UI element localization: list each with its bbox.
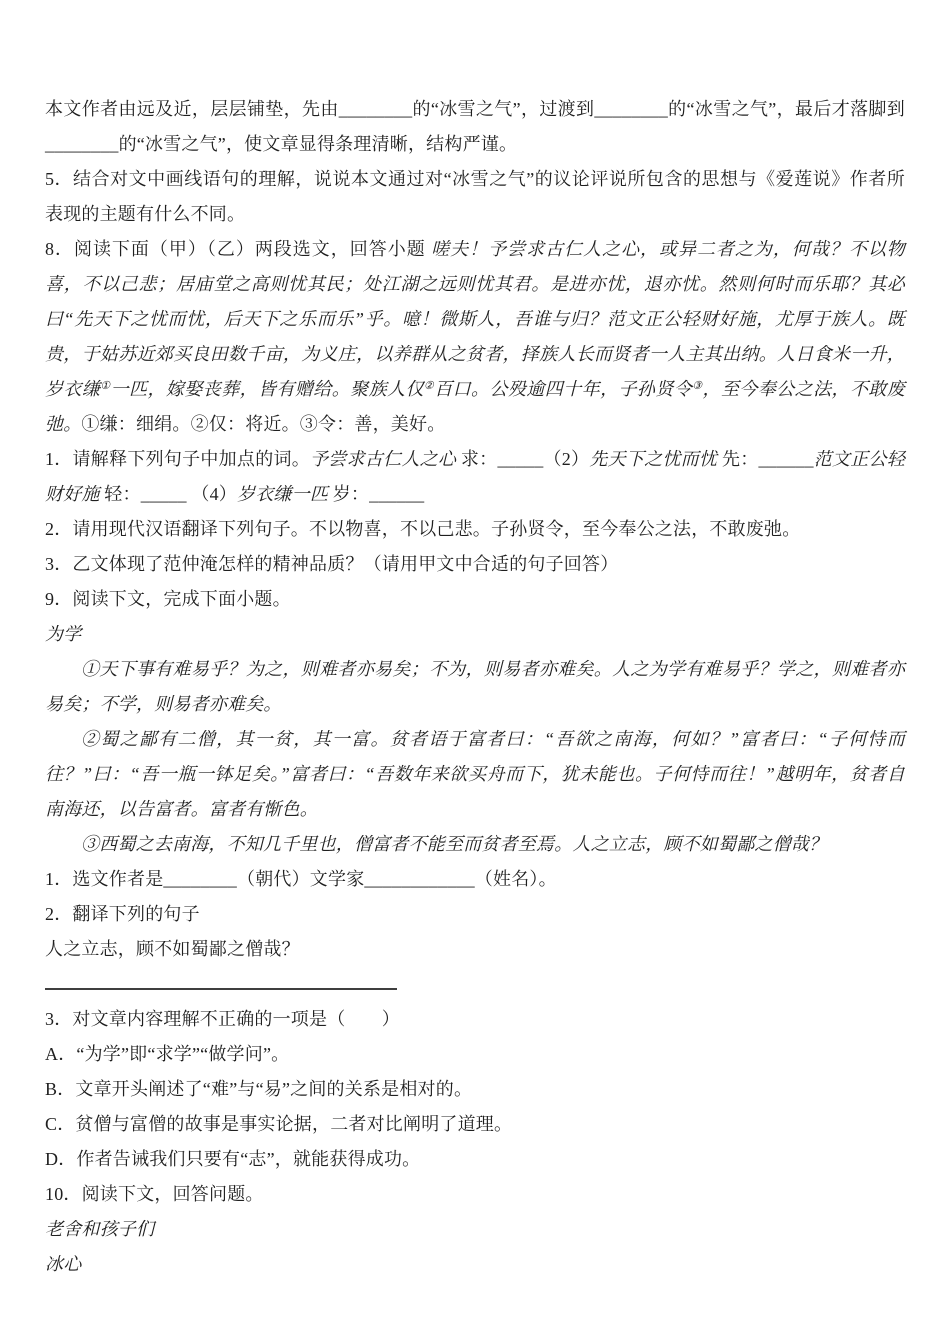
- text-segment: 求：_____（2）: [456, 449, 590, 469]
- text-segment: 2．请用现代汉语翻译下列句子。不以物喜，不以己悲。子孙贤令，至今奉公之法，不敢废弛。: [45, 519, 801, 539]
- text-segment: 一匹，嫁娶丧葬，皆有赠给。聚族人仅: [110, 379, 424, 399]
- author-bingxin: [45, 1247, 905, 1282]
- weixue-para-2: [45, 722, 905, 827]
- text-segment: 嗟夫！予尝求古仁人之心，或异二者之为，何哉？不以物喜，不以己悲；居庙堂之高则忧其民；处江湖之远则忧其君。是进亦忧，退亦忧。然则何时而乐耶？其必曰“先天下之忧而忧，后天下之乐而乐”乎。噫！微斯人，吾谁与归？范文正公轻财好施，尤厚于族人。既贵，于姑苏近郊买良田数千亩，为义庄，以养群从之贫者，择族人长而贤者一人主其出纳。人日食米一升，岁衣缣: [45, 239, 906, 399]
- answer-underline: [45, 974, 397, 990]
- title-laoshe-and-children: [45, 1212, 905, 1247]
- text-segment: 10．阅读下文，回答问题。: [45, 1184, 264, 1204]
- text-segment: 百口。公殁逾四十年，子孙贤令: [434, 379, 693, 399]
- text-segment: ①缣：细绢。②仅：将近。③令：善，美好。: [81, 414, 446, 434]
- text-segment: 先：______: [717, 449, 814, 469]
- q9-sub3-option-c: [45, 1107, 905, 1142]
- text-segment: ，至今奉公之法，不敢废弛。: [45, 379, 906, 434]
- text-segment: 9．阅读下文，完成下面小题。: [45, 589, 291, 609]
- question-8-passage: [45, 232, 905, 442]
- question-5: [45, 162, 905, 232]
- question-9: [45, 582, 905, 617]
- text-segment: 范文正公轻财好施: [45, 449, 906, 504]
- text-segment: D．作者告诫我们只要有“志”，就能获得成功。: [45, 1149, 421, 1169]
- q9-sub3-option-b: [45, 1072, 905, 1107]
- text-segment: 2．翻译下列的句子: [45, 904, 200, 924]
- footnote-ref: ①: [100, 380, 111, 392]
- q9-sub2-translate: [45, 897, 905, 932]
- text-segment: 1．选文作者是________（朝代）文学家____________（姓名）。: [45, 869, 557, 889]
- q8-sub2-translate: [45, 512, 905, 547]
- text-segment: C．贫僧与富僧的故事是事实论据，二者对比阐明了道理。: [45, 1114, 513, 1134]
- text-segment: 3．乙文体现了范仲淹怎样的精神品质？（请用甲文中合适的句子回答）: [45, 554, 619, 574]
- text-segment: 先天下之忧而忧: [589, 449, 718, 469]
- text-segment: 8．阅读下面（甲）（乙）两段选文，回答小题: [45, 239, 432, 259]
- text-segment: 岁：______: [328, 484, 425, 504]
- text-segment: 老舍和孩子们: [45, 1219, 155, 1239]
- q9-sub3-choice: [45, 1002, 905, 1037]
- title-weixue: [45, 617, 905, 652]
- q9-sub1-author: [45, 862, 905, 897]
- question-10: [45, 1177, 905, 1212]
- footnote-ref: ②: [423, 380, 435, 392]
- footnote-ref: ③: [692, 380, 703, 392]
- weixue-para-1: [45, 652, 905, 722]
- text-segment: 轻：_____ （4）: [99, 484, 238, 504]
- answer-blank-line: [45, 967, 905, 1002]
- q9-sub2-sentence: [45, 932, 905, 967]
- text-segment: 3．对文章内容理解不正确的一项是（ ）: [45, 1009, 400, 1029]
- text-segment: 岁衣缣一匹: [237, 484, 329, 504]
- text-segment: ③西蜀之去南海，不知几千里也，僧富者不能至而贫者至焉。人之立志，顾不如蜀鄙之僧哉？: [81, 834, 828, 854]
- text-segment: 5．结合对文中画线语句的理解，说说本文通过对“冰雪之气”的议论评说所包含的思想与《爱莲说》作者所表现的主题有什么不同。: [45, 169, 905, 224]
- text-segment: B．文章开头阐述了“难”与“易”之间的关系是相对的。: [45, 1079, 473, 1099]
- para-bingxue-fill-blanks: [45, 92, 905, 162]
- text-segment: 予尝求古仁人之心: [310, 449, 457, 469]
- text-segment: ①天下事有难易乎？为之，则难者亦易矣；不为，则易者亦难矣。人之为学有难易乎？学之，则难者亦易矣；不学，则易者亦难矣。: [45, 659, 905, 714]
- text-segment: 冰心: [45, 1254, 82, 1274]
- text-segment: A．“为学”即“求学”“做学问”。: [45, 1044, 290, 1064]
- q9-sub3-option-a: [45, 1037, 905, 1072]
- weixue-para-3: [45, 827, 905, 862]
- text-segment: 本文作者由远及近，层层铺垫，先由________的“冰雪之气”，过渡到________的“冰雪之气”，最后才落脚到________的“冰雪之气”，使文章显得条理清晰，结构严谨。: [45, 99, 905, 154]
- text-segment: 人之立志，顾不如蜀鄙之僧哉？: [45, 939, 300, 959]
- q9-sub3-option-d: [45, 1142, 905, 1177]
- text-segment: ②蜀之鄙有二僧，其一贫，其一富。贫者语于富者曰：“吾欲之南海，何如？”富者曰：“子何恃而往？”曰：“吾一瓶一钵足矣。”富者曰：“吾数年来欲买舟而下，犹未能也。子何恃而往！”越明年，贫者自南海还，以告富者。富者有惭色。: [45, 729, 905, 819]
- q8-sub1-explain-words: [45, 442, 905, 512]
- q8-sub3-spirit: [45, 547, 905, 582]
- text-segment: 1．请解释下列句子中加点的词。: [45, 449, 310, 469]
- text-segment: 为学: [45, 624, 82, 644]
